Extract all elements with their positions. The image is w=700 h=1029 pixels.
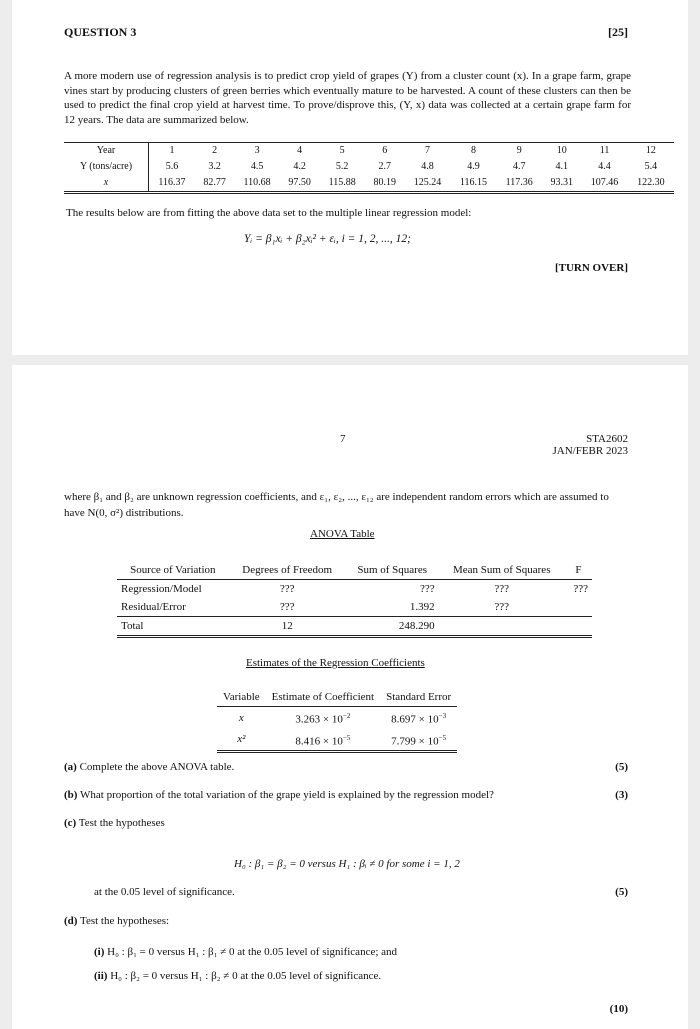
anova-ms: ??? <box>494 601 510 613</box>
y-value-cell: 4.7 <box>512 161 526 172</box>
question-d-ii <box>94 970 381 982</box>
anova-f: ??? <box>573 583 588 595</box>
year-cell: 10 <box>542 143 581 160</box>
coef-estimate: $8.416 \times 10^{-5}$ <box>266 729 380 752</box>
table-row <box>64 159 674 175</box>
question-d-label: (d) <box>64 915 78 927</box>
x-value-cell: 97.50 <box>280 175 319 193</box>
page-header <box>553 433 629 457</box>
anova-title: ANOVA Table <box>310 528 375 540</box>
table-row <box>117 580 592 599</box>
table-row <box>217 707 457 729</box>
question-d <box>64 915 169 927</box>
y-value-cell: 5.2 <box>335 161 349 172</box>
y-value-cell: 4.9 <box>467 161 480 172</box>
question-title: QUESTION 3 <box>64 25 137 39</box>
year-cell: 11 <box>581 143 627 160</box>
x-value-cell: 82.77 <box>195 175 234 193</box>
question-b <box>64 789 494 801</box>
year-cell: 1 <box>149 143 195 160</box>
y-value-cell: 2.7 <box>378 161 391 172</box>
question-d-text: Test the hypotheses: <box>80 915 170 927</box>
coefficients-table <box>217 688 457 753</box>
coef-se: $7.799 \times 10^{-5}$ <box>380 729 457 752</box>
question-d-i <box>94 946 397 958</box>
question-a <box>64 761 234 773</box>
x-value-cell: 116.37 <box>149 175 195 193</box>
x-value-cell: 80.19 <box>365 175 404 193</box>
anova-f <box>565 617 592 637</box>
question-marks: [25] <box>608 25 628 39</box>
anova-ms: ??? <box>494 583 510 595</box>
anova-ss: 1.392 <box>409 601 435 613</box>
question-c-marks: (5) <box>615 886 628 898</box>
results-text: The results below are from fitting the above data set to the multiple linear regression model: <box>66 207 472 219</box>
anova-header-f: F <box>565 561 592 580</box>
y-value-cell: 3.2 <box>208 161 221 172</box>
x-value-cell: 122.30 <box>628 175 674 193</box>
x-value-cell: 125.24 <box>404 175 450 193</box>
document-page-2 <box>12 365 688 1029</box>
year-cell: 2 <box>195 143 234 160</box>
coef-se: $8.697 \times 10^{-3}$ <box>391 712 447 726</box>
year-cell: 6 <box>365 143 404 160</box>
anova-header-df: Degrees of Freedom <box>229 561 346 580</box>
anova-table <box>117 561 592 638</box>
data-table <box>64 142 674 194</box>
question-c-hypothesis: H₀ : β₁ = β₂ = 0 versus H₁ : βᵢ ≠ 0 for some i = 1, 2 <box>234 858 460 870</box>
coef-estimate: $3.263 \times 10^{-2}$ <box>295 712 351 726</box>
x-value-cell: 115.88 <box>319 175 365 193</box>
intro-paragraph: A more modern use of regression analysis is to predict crop yield of grapes (Y) from a cluster count (x). In a grape farm, grape vines start by producing clusters of green berries which eventually mature to be harvested. A count of these clusters can then be used to predict the final crop yield at harvest time. To prove/disprove this, (Y, x) data was collected at a certain grape farm for 12 years. The data are summarized below. <box>64 70 631 126</box>
anova-header-ms: Mean Sum of Squares <box>439 561 565 580</box>
question-d-ii-text: H₀ : β₂ = 0 versus H₁ : β₂ ≠ 0 at the 0.05 level of significance. <box>110 970 382 982</box>
coef-header-se: Standard Error <box>380 688 457 707</box>
question-d-i-text: H₀ : β₁ = 0 versus H₁ : β₁ ≠ 0 at the 0.05 level of significance; and <box>107 946 398 958</box>
anova-df: ??? <box>279 583 295 595</box>
anova-source: Total <box>117 617 229 637</box>
table-row <box>64 175 674 193</box>
coef-header-variable: Variable <box>217 688 266 707</box>
table-row <box>117 617 592 637</box>
y-value-cell: 5.6 <box>165 161 179 172</box>
year-cell: 5 <box>319 143 365 160</box>
row-label-x: x <box>64 175 149 193</box>
y-value-cell: 4.8 <box>421 161 434 172</box>
year-cell: 12 <box>628 143 674 160</box>
anova-header-source: Source of Variation <box>117 561 229 580</box>
anova-df: 12 <box>229 617 346 637</box>
x-value-cell: 93.31 <box>542 175 581 193</box>
coef-variable: x² <box>217 729 266 752</box>
anova-f <box>565 598 592 617</box>
page-number: 7 <box>340 433 346 445</box>
x-value-cell: 110.68 <box>234 175 280 193</box>
question-a-label: (a) <box>64 761 77 773</box>
year-cell: 8 <box>451 143 497 160</box>
table-row <box>117 598 592 617</box>
anova-ms <box>439 617 565 637</box>
y-value-cell: 5.4 <box>644 161 658 172</box>
y-value-cell: 4.2 <box>293 161 306 172</box>
question-a-text: Complete the above ANOVA table. <box>79 761 235 773</box>
question-d-i-label: (i) <box>94 946 105 958</box>
anova-source: Residual/Error <box>121 601 186 613</box>
document-page-1 <box>12 0 688 355</box>
model-equation: Yᵢ = β₁xᵢ + β₂xᵢ² + εᵢ, i = 1, 2, ..., 12; <box>244 233 412 245</box>
question-a-marks: (5) <box>615 761 628 773</box>
x-value-cell: 116.15 <box>451 175 497 193</box>
y-value-cell: 4.4 <box>598 161 611 172</box>
y-value-cell: 4.5 <box>250 161 264 172</box>
row-label-y: Y (tons/acre) <box>64 159 149 175</box>
table-row <box>64 143 674 160</box>
exam-session: JAN/FEBR 2023 <box>552 445 628 457</box>
assumption-text: where β₁ and β₂ are unknown regression coefficients, and ε₁, ε₂, ..., ε₁₂ are independent random errors which are assumed to have N(0, σ²) distributions. <box>64 491 609 519</box>
year-cell: 4 <box>280 143 319 160</box>
coef-title: Estimates of the Regression Coefficients <box>246 657 425 669</box>
coef-variable: x <box>238 711 244 724</box>
anova-ss: ??? <box>420 583 435 595</box>
anova-df: ??? <box>279 601 295 613</box>
turn-over: [TURN OVER] <box>554 262 628 274</box>
anova-source: Regression/Model <box>121 583 202 595</box>
anova-header-ss: Sum of Squares <box>346 561 439 580</box>
anova-ss: 248.290 <box>346 617 439 637</box>
year-cell: 7 <box>404 143 450 160</box>
question-b-text: What proportion of the total variation of the grape yield is explained by the regression model? <box>80 789 494 801</box>
table-row <box>217 729 457 752</box>
course-code: STA2602 <box>586 433 628 445</box>
table-header-row <box>217 688 457 707</box>
y-value-cell: 4.1 <box>555 161 568 172</box>
table-header-row <box>117 561 592 580</box>
x-value-cell: 107.46 <box>581 175 627 193</box>
question-b-marks: (3) <box>615 789 628 801</box>
question-b-label: (b) <box>64 789 78 801</box>
question-c-text: Test the hypotheses <box>78 817 165 829</box>
question-d-ii-label: (ii) <box>94 970 108 982</box>
coef-header-estimate: Estimate of Coefficient <box>266 688 380 707</box>
question-c <box>64 817 165 829</box>
question-d-marks: (10) <box>609 1003 628 1015</box>
year-cell: 3 <box>234 143 280 160</box>
question-c-label: (c) <box>64 817 77 829</box>
x-value-cell: 117.36 <box>496 175 542 193</box>
year-cell: 9 <box>496 143 542 160</box>
question-c-level: at the 0.05 level of significance. <box>94 886 235 898</box>
row-label-year: Year <box>64 143 149 160</box>
